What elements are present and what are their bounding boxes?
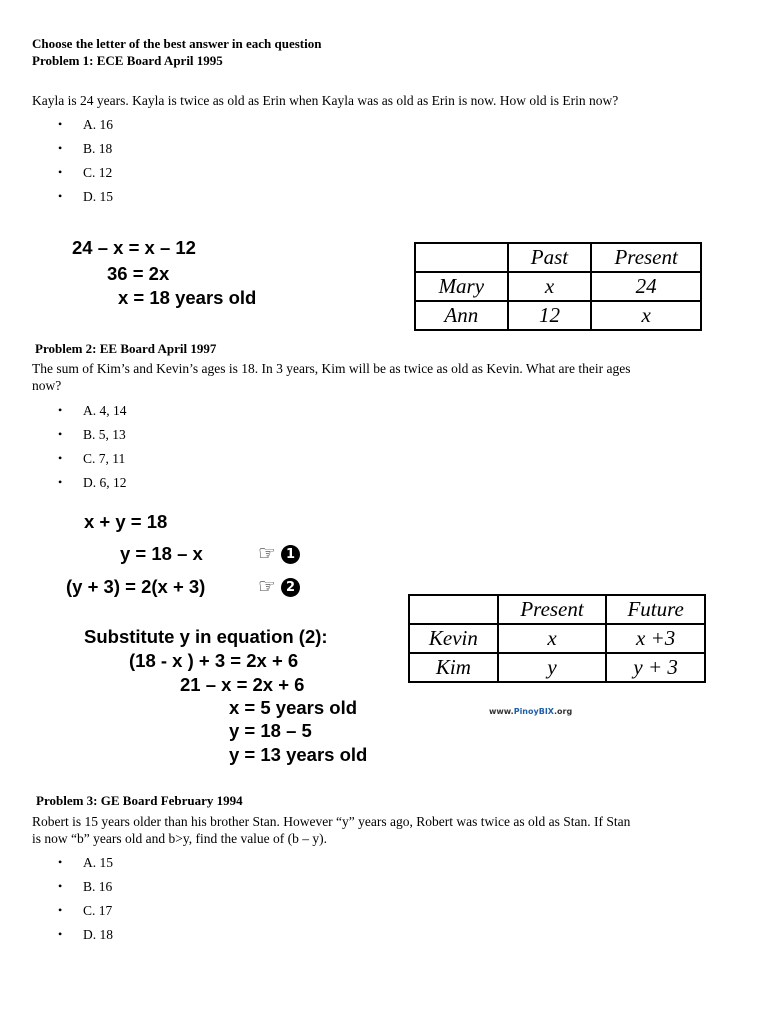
solution-line: x = 5 years old — [229, 697, 358, 718]
problem-3-options — [0, 854, 113, 950]
circled-number-icon: 1 — [281, 545, 300, 564]
problem-3-question-line-1: Robert is 15 years older than his brother Stan. However “y” years ago, Robert was twice as old as Stan. If Stan — [32, 814, 631, 829]
problem-3-title: Problem 3: GE Board February 1994 — [36, 793, 243, 808]
table-header-cell — [415, 243, 508, 272]
option-d: • D. 6, 12 — [0, 474, 127, 498]
option-a: • A. 15 — [0, 854, 113, 878]
instruction-heading: Choose the letter of the best answer in each question — [32, 36, 322, 51]
solution-line: y = 18 – 5 — [229, 720, 312, 741]
solution-line: 24 – x = x – 12 — [72, 237, 196, 258]
option-b: • B. 5, 13 — [0, 426, 127, 450]
option-c: • C. 7, 11 — [0, 450, 127, 474]
problem-2-question-line-2: now? — [32, 378, 62, 393]
option-b: • B. 16 — [0, 878, 113, 902]
option-a: • A. 4, 14 — [0, 402, 127, 426]
table-cell: Ann — [415, 301, 508, 330]
pointing-hand-marker — [258, 575, 300, 599]
pointing-hand-icon: ☞ — [258, 576, 276, 598]
problem-1-question: Kayla is 24 years. Kayla is twice as old as Erin when Kayla was as old as Erin is now. How old is Erin now? — [32, 93, 619, 108]
problem-1-title: Problem 1: ECE Board April 1995 — [32, 53, 223, 68]
option-d: • D. 18 — [0, 926, 113, 950]
circled-number-icon: 2 — [281, 578, 300, 597]
table-cell: x — [508, 272, 592, 301]
watermark-suffix: .org — [553, 707, 573, 716]
table-cell: Mary — [415, 272, 508, 301]
table-cell: y + 3 — [606, 653, 705, 682]
solution-line: x = 18 years old — [118, 287, 257, 308]
table-cell: 12 — [508, 301, 592, 330]
table-cell: Kevin — [409, 624, 498, 653]
option-a: • A. 16 — [0, 116, 113, 140]
table-cell: y — [498, 653, 607, 682]
table-cell: 24 — [591, 272, 701, 301]
table-cell: x +3 — [606, 624, 705, 653]
problem-2-question-line-1: The sum of Kim’s and Kevin’s ages is 18. In 3 years, Kim will be as twice as old as Kevin. What are their ages — [32, 361, 631, 376]
table-cell: x — [498, 624, 607, 653]
problem-1-age-table — [414, 242, 702, 331]
table-cell: x — [591, 301, 701, 330]
solution-line: (18 - x ) + 3 = 2x + 6 — [129, 650, 299, 671]
problem-1-options — [0, 116, 113, 212]
table-cell: Kim — [409, 653, 498, 682]
option-b: • B. 18 — [0, 140, 113, 164]
watermark-prefix: www. — [489, 707, 514, 716]
problem-2-title: Problem 2: EE Board April 1997 — [35, 341, 217, 356]
problem-2-options — [0, 402, 127, 498]
table-header-cell — [409, 595, 498, 624]
solution-line: y = 18 – x — [120, 543, 203, 564]
solution-line: 36 = 2x — [107, 263, 170, 284]
table-header-cell: Future — [606, 595, 705, 624]
watermark-brand: PinoyBIX — [513, 707, 554, 716]
site-watermark — [489, 707, 572, 716]
solution-line: 21 – x = 2x + 6 — [180, 674, 305, 695]
problem-2-age-table — [408, 594, 706, 683]
option-c: • C. 12 — [0, 164, 113, 188]
solution-line: Substitute y in equation (2): — [84, 626, 328, 647]
option-d: • D. 15 — [0, 188, 113, 212]
pointing-hand-icon: ☞ — [258, 543, 276, 565]
option-c: • C. 17 — [0, 902, 113, 926]
solution-line: y = 13 years old — [229, 744, 368, 765]
pointing-hand-marker — [258, 542, 300, 566]
problem-3-question-line-2: is now “b” years old and b>y, find the value of (b – y). — [32, 831, 328, 846]
solution-line: x + y = 18 — [84, 511, 168, 532]
table-header-cell: Present — [498, 595, 607, 624]
table-header-cell: Present — [591, 243, 701, 272]
solution-line: (y + 3) = 2(x + 3) — [66, 576, 206, 597]
table-header-cell: Past — [508, 243, 592, 272]
